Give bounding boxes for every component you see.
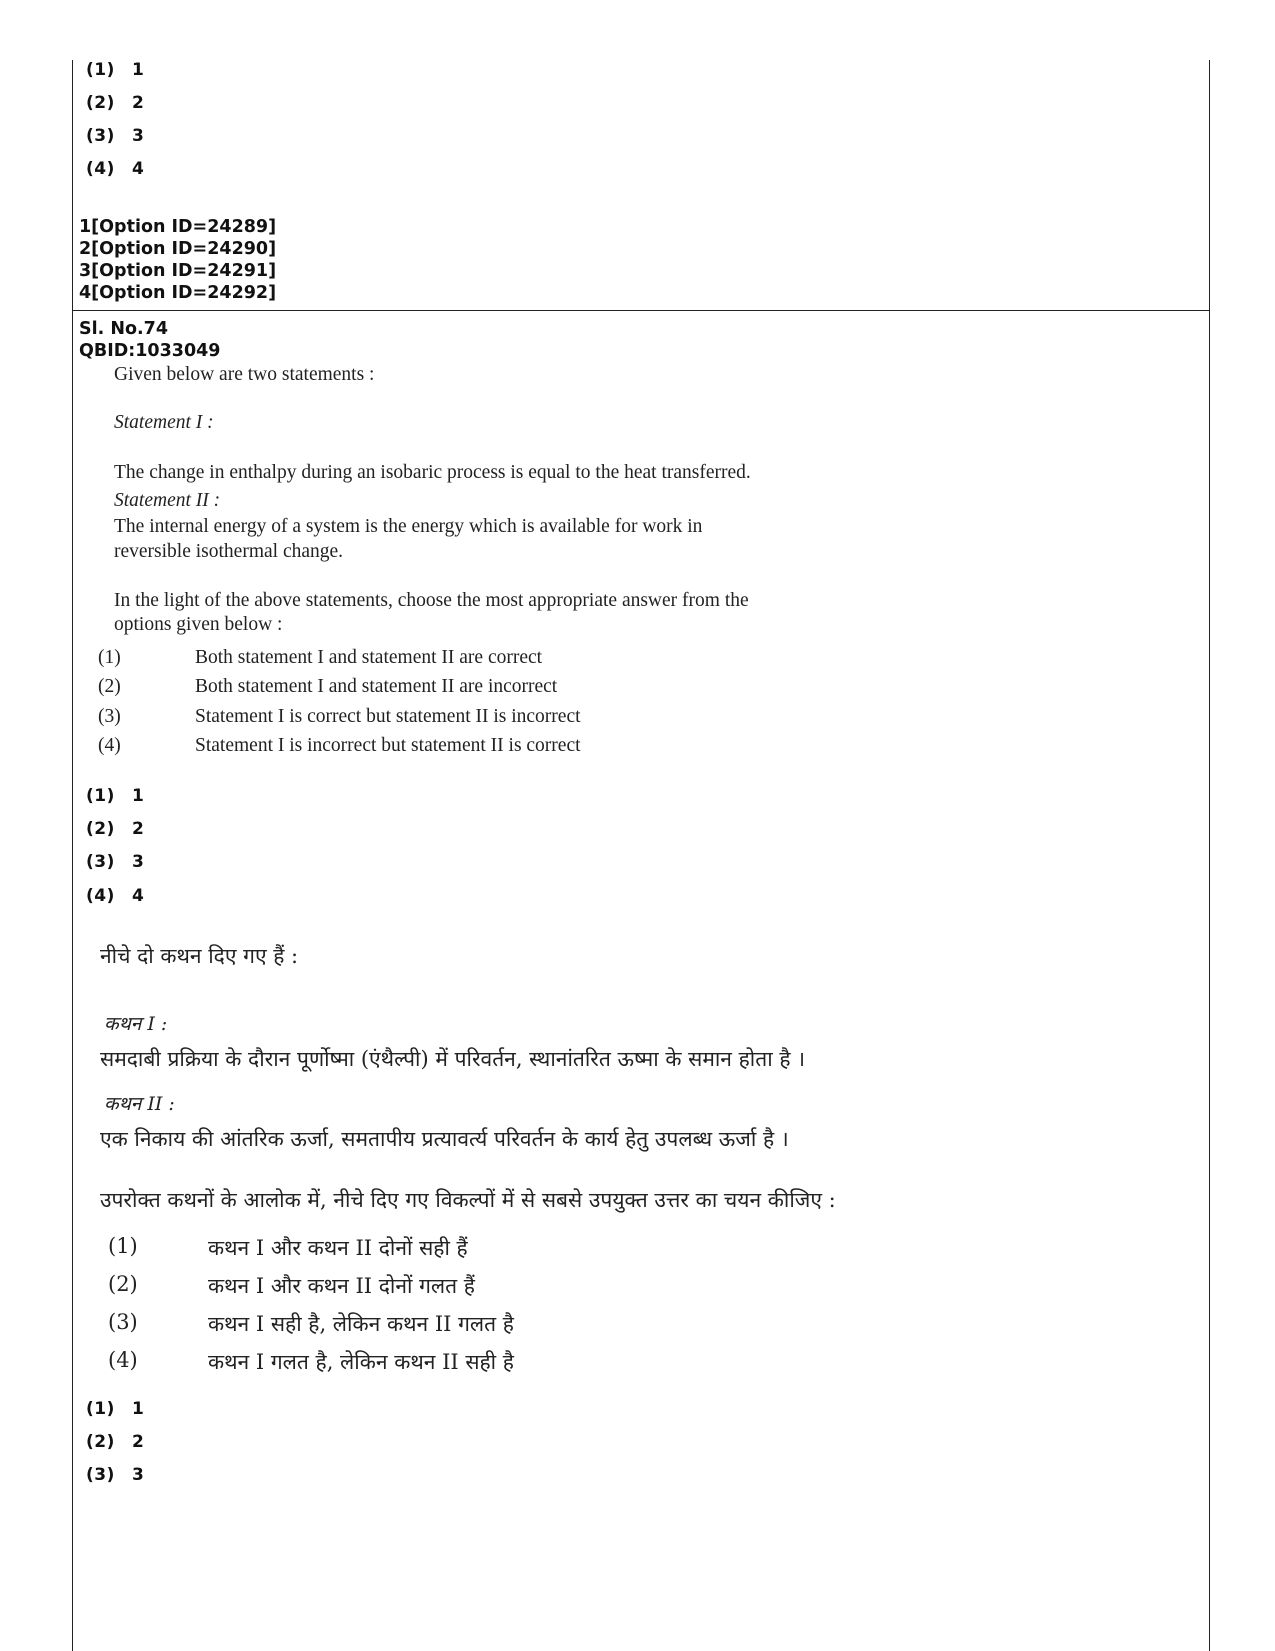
- answer-option-1: (1) 1: [86, 786, 145, 806]
- choice-text-en: Statement I is correct but statement II is incorrect: [195, 706, 581, 727]
- answer-option-1: (1) 1: [86, 1399, 145, 1419]
- answer-option-4: (4) 4: [86, 159, 145, 179]
- question-intro-en: Given below are two statements :: [114, 364, 375, 385]
- option-id: 2[Option ID=24290]: [79, 239, 277, 259]
- instruction-en-line2: options given below :: [114, 614, 283, 635]
- answer-option-2: (2) 2: [86, 93, 145, 113]
- statement-2-text-en-line2: reversible isothermal change.: [114, 541, 344, 562]
- choice-number-en: (2): [98, 676, 121, 697]
- answer-option-2: (2) 2: [86, 1432, 145, 1452]
- instruction-hi: उपरोक्त कथनों के आलोक में, नीचे दिए गए विकल्पों में से सबसे उपयुक्त उत्तर का चयन कीजिए :: [100, 1188, 836, 1212]
- option-id: 1[Option ID=24289]: [79, 217, 277, 237]
- choice-number-en: (4): [98, 735, 121, 756]
- choice-number-en: (1): [98, 647, 121, 668]
- option-id-list: [79, 216, 276, 304]
- choice-text-hi: कथन I और कथन II दोनों गलत हैं: [208, 1274, 475, 1298]
- choice-text-en: Both statement I and statement II are incorrect: [195, 676, 558, 697]
- statement-2-label-en: Statement II :: [114, 490, 221, 511]
- statement-2-label-hi: कथन II :: [104, 1093, 175, 1115]
- answer-option-3: (3) 3: [86, 852, 145, 872]
- choice-text-hi: कथन I और कथन II दोनों सही हैं: [208, 1236, 468, 1260]
- choice-number-hi: (3): [108, 1310, 138, 1334]
- choice-text-en: Both statement I and statement II are correct: [195, 647, 543, 668]
- answer-option-1: (1) 1: [86, 60, 145, 80]
- instruction-en-line1: In the light of the above statements, choose the most appropriate answer from the: [114, 590, 749, 611]
- serial-number: Sl. No.74: [79, 319, 169, 339]
- choice-text-hi: कथन I गलत है, लेकिन कथन II सही है: [208, 1350, 514, 1374]
- question-intro-hi: नीचे दो कथन दिए गए हैं :: [100, 944, 299, 968]
- choice-text-en: Statement I is incorrect but statement II is correct: [195, 735, 581, 756]
- question-meta: [79, 318, 221, 362]
- statement-2-text-hi: एक निकाय की आंतरिक ऊर्जा, समतापीय प्रत्यावर्त्य परिवर्तन के कार्य हेतु उपलब्ध ऊर्जा है ।: [100, 1127, 789, 1151]
- choice-number-hi: (2): [108, 1272, 138, 1296]
- statement-2-text-en-line1: The internal energy of a system is the energy which is available for work in: [114, 516, 703, 537]
- choice-number-en: (3): [98, 706, 121, 727]
- option-id: 4[Option ID=24292]: [79, 283, 277, 303]
- choice-text-hi: कथन I सही है, लेकिन कथन II गलत है: [208, 1312, 514, 1336]
- answer-option-3: (3) 3: [86, 1465, 145, 1485]
- question-separator: [72, 310, 1210, 311]
- answer-option-2: (2) 2: [86, 819, 145, 839]
- qbid: QBID:1033049: [79, 341, 221, 361]
- statement-1-text-hi: समदाबी प्रक्रिया के दौरान पूर्णोष्मा (एंथैल्पी) में परिवर्तन, स्थानांतरित ऊष्मा के समान होता है ।: [100, 1047, 806, 1071]
- statement-1-label-hi: कथन I :: [104, 1013, 168, 1035]
- answer-option-4: (4) 4: [86, 886, 145, 906]
- choice-number-hi: (4): [108, 1348, 138, 1372]
- statement-1-label-en: Statement I :: [114, 412, 214, 433]
- statement-1-text-en: The change in enthalpy during an isobaric process is equal to the heat transferred.: [114, 462, 751, 483]
- answer-option-3: (3) 3: [86, 126, 145, 146]
- choice-number-hi: (1): [108, 1234, 138, 1258]
- option-id: 3[Option ID=24291]: [79, 261, 277, 281]
